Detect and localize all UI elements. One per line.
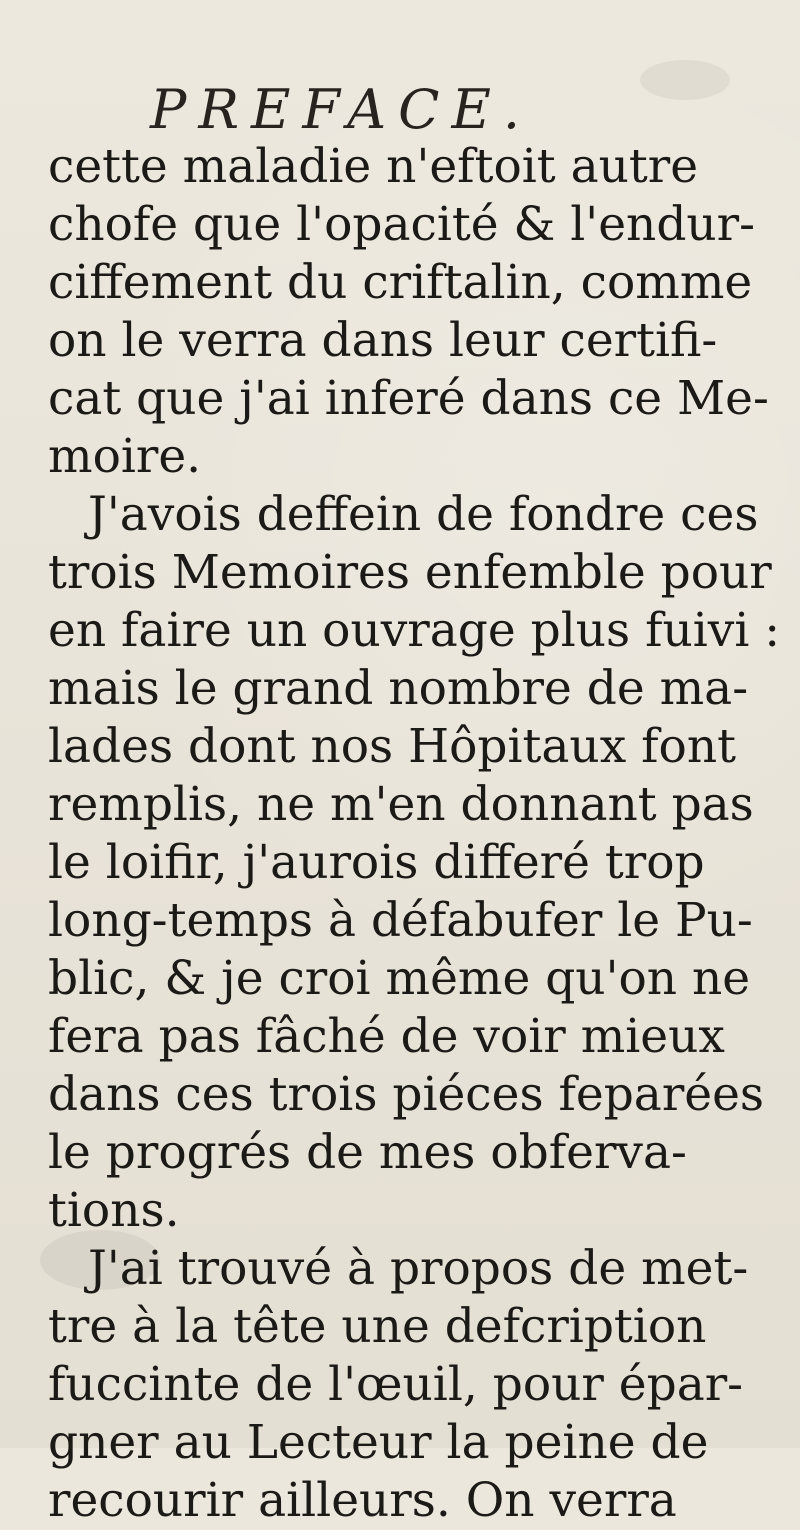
page-stain — [640, 60, 730, 100]
text-line: chofe que l'opacité & l'endur- — [48, 197, 756, 252]
text-line: tions. — [48, 1183, 180, 1238]
text-line: gner au Lecteur la peine de — [48, 1415, 709, 1470]
text-line: recourir ailleurs. On verra — [48, 1473, 677, 1528]
text-line: J'ai trouvé à propos de met- — [88, 1241, 749, 1296]
text-line: blic, & je croi même qu'on ne — [48, 951, 751, 1006]
text-line: J'avois deffein de fondre ces — [88, 487, 759, 542]
text-line: ciffement du criftalin, comme — [48, 255, 753, 310]
text-line: fuccinte de l'œuil, pour épar- — [48, 1357, 744, 1412]
text-line: trois Memoires enfemble pour — [48, 545, 772, 600]
text-line: fera pas fâché de voir mieux — [48, 1009, 725, 1064]
text-line: en faire un ouvrage plus fuivi : — [48, 603, 781, 658]
text-line: tre à la tête une defcription — [48, 1299, 707, 1354]
text-line: cat que j'ai inferé dans ce Me- — [48, 371, 769, 426]
text-line: lades dont nos Hôpitaux font — [48, 719, 736, 774]
text-line: moire. — [48, 429, 202, 484]
text-line: on le verra dans leur certifi- — [48, 313, 718, 368]
text-line: le loifir, j'aurois differé trop — [48, 835, 705, 890]
text-line: remplis, ne m'en donnant pas — [48, 777, 754, 832]
text-line: cette maladie n'eftoit autre — [48, 139, 699, 194]
text-line: long-temps à défabufer le Pu- — [48, 893, 753, 948]
page-header: PREFACE. — [150, 78, 533, 141]
body-text — [48, 138, 781, 1530]
text-line: mais le grand nombre de ma- — [48, 661, 749, 716]
text-line: le progrés de mes obferva- — [48, 1125, 687, 1180]
text-line: dans ces trois piéces feparées — [48, 1067, 765, 1122]
